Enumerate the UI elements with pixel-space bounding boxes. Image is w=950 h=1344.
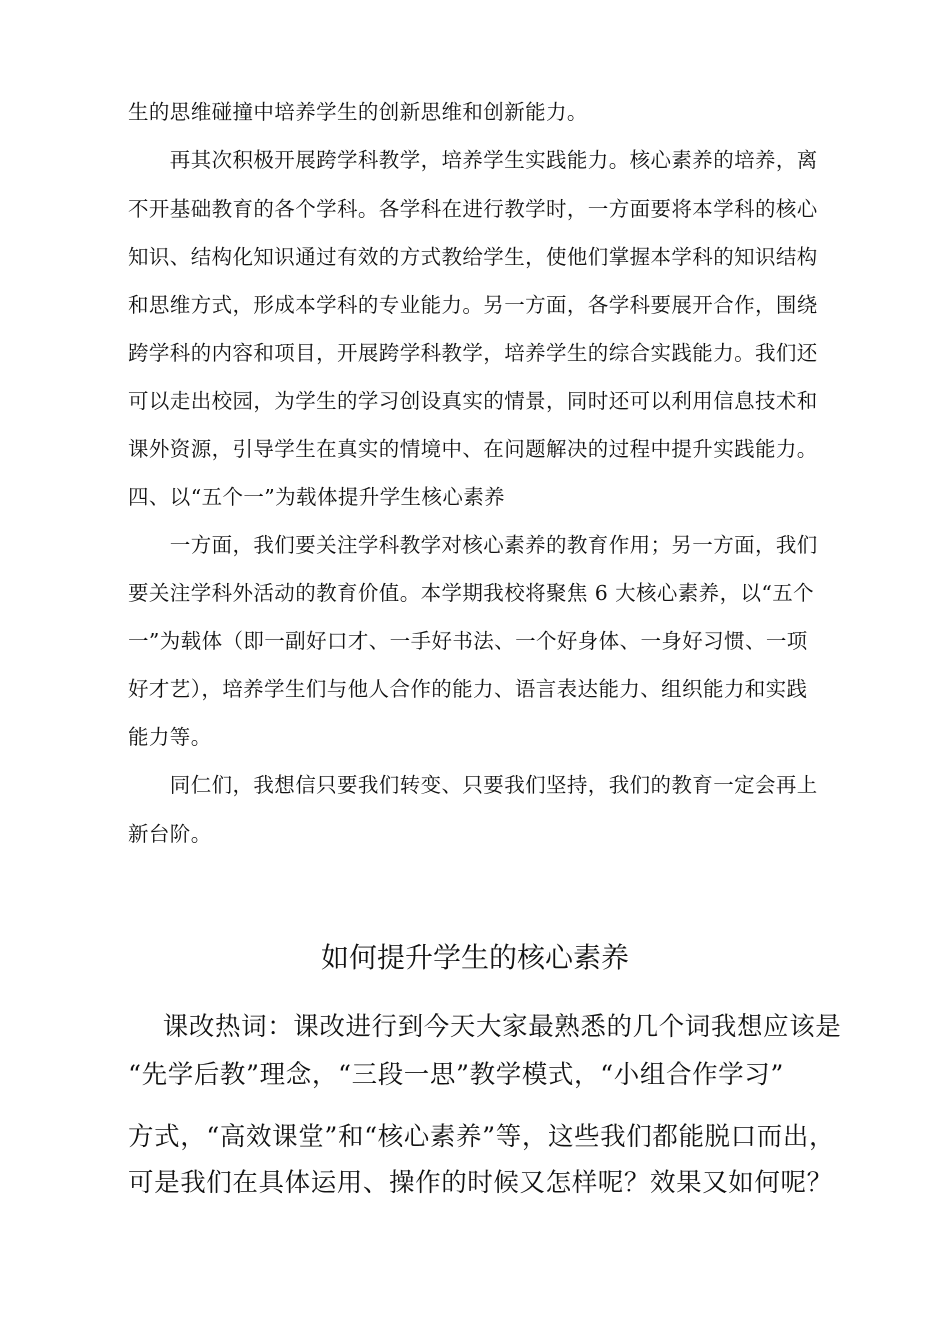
paragraph-line: 课外资源，引导学生在真实的情境中、在问题解决的过程中提升实践能力。 [128,437,818,461]
paragraph-line: 可以走出校园，为学生的学习创设真实的情景，同时还可以利用信息技术和 [128,389,818,413]
article-line: 可是我们在具体运用、操作的时候又怎样呢？效果又如何呢？ [128,1168,833,1198]
paragraph-line: 知识、结构化知识通过有效的方式教给学生，使他们掌握本学科的知识结构 [128,245,818,269]
paragraph-line: 能力等。 [128,725,212,749]
paragraph-line: 和思维方式，形成本学科的专业能力。另一方面，各学科要展开合作，围绕 [128,293,818,317]
paragraph-line: 再其次积极开展跨学科教学，培养学生实践能力。核心素养的培养，离 [128,148,818,172]
paragraph-line: 要关注学科外活动的教育价值。本学期我校将聚焦 6 大核心素养，以“五个 [128,581,815,605]
paragraph-line: 同仁们，我想信只要我们转变、只要我们坚持，我们的教育一定会再上 [128,773,818,797]
article-line: “先学后教”理念，“三段一思”教学模式，“小组合作学习” [128,1060,785,1090]
article-line: 方式，“高效课堂”和“核心素养”等，这些我们都能脱口而出， [128,1122,836,1152]
paragraph-line: 生的思维碰撞中培养学生的创新思维和创新能力。 [128,100,588,124]
paragraph-line: 一”为载体（即一副好口才、一手好书法、一个好身体、一身好习惯、一项 [128,629,808,653]
paragraph-line: 不开基础教育的各个学科。各学科在进行教学时，一方面要将本学科的核心 [128,197,818,221]
paragraph-line: 跨学科的内容和项目，开展跨学科教学，培养学生的综合实践能力。我们还 [128,341,818,365]
article-title: 如何提升学生的核心素养 [320,941,629,974]
section-heading: 四、以“五个一”为载体提升学生核心素养 [128,485,506,509]
paragraph-line: 好才艺），培养学生们与他人合作的能力、语言表达能力、组织能力和实践 [128,677,808,701]
article-line: 课改热词：课改进行到今天大家最熟悉的几个词我想应该是 [128,1012,842,1042]
paragraph-line: 新台阶。 [128,822,212,846]
paragraph-line: 一方面，我们要关注学科教学对核心素养的教育作用；另一方面，我们 [128,533,818,557]
